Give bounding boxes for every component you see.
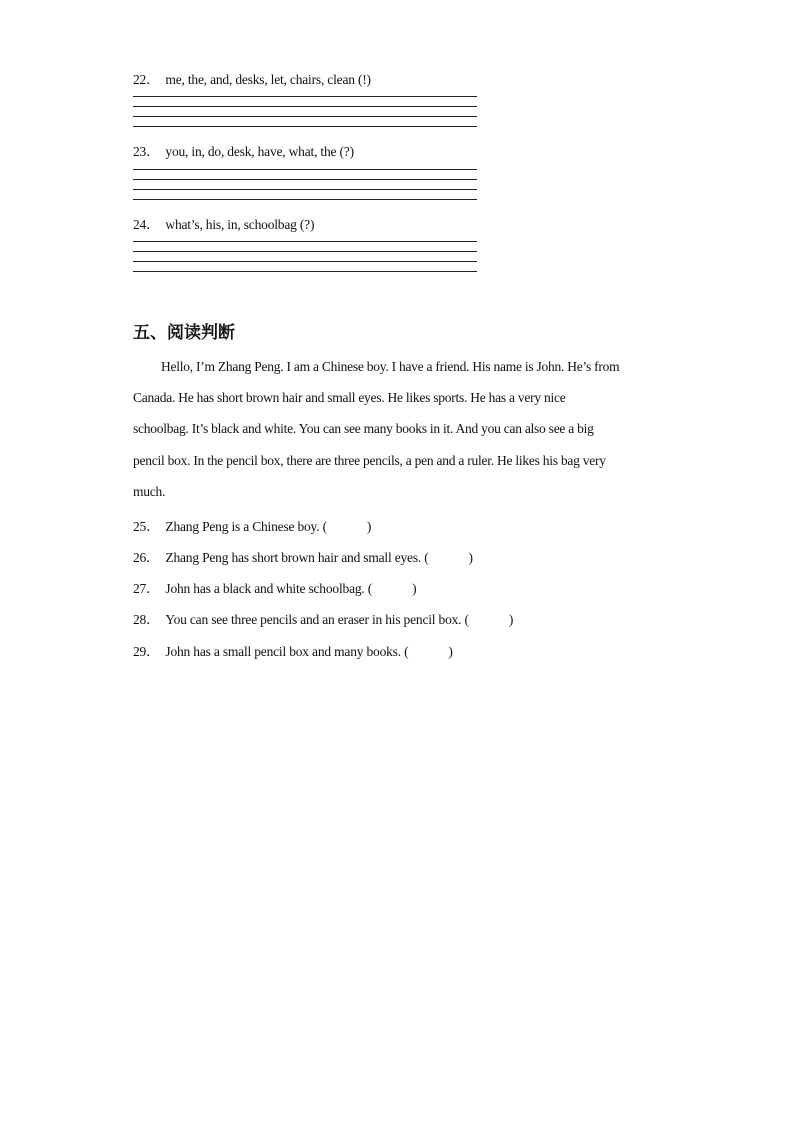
answer-line <box>133 271 477 272</box>
answer-line <box>133 106 477 107</box>
passage-line: much. <box>133 483 166 499</box>
close-paren: ) <box>366 519 372 534</box>
question-27[interactable] <box>133 577 416 597</box>
question-26[interactable] <box>133 546 473 566</box>
answer-line <box>133 241 477 242</box>
close-paren: ) <box>448 644 453 659</box>
question-29[interactable] <box>133 640 453 660</box>
answer-line <box>133 116 477 117</box>
question-number: 26． <box>133 550 160 565</box>
question-text: John has a small pencil box and many books. ( <box>165 644 409 659</box>
passage-line: Hello, I’m Zhang Peng. I am a Chinese boy. I have a friend. His name is John. He’s from <box>161 359 620 374</box>
question-text: John has a black and white schoolbag. ( <box>165 581 373 596</box>
answer-line <box>133 169 477 170</box>
close-paren: ) <box>412 581 417 596</box>
question-number: 27． <box>133 581 160 596</box>
passage-line: schoolbag. It’s black and white. You can see many books in it. And you can also see a big <box>133 421 594 437</box>
question-text: You can see three pencils and an eraser in his pencil box. ( <box>165 612 469 627</box>
question-25[interactable] <box>133 515 371 535</box>
passage-line: Canada. He has short brown hair and small eyes. He likes sports. He has a very nice <box>133 390 566 406</box>
reading-passage <box>133 351 673 507</box>
answer-line <box>133 189 477 190</box>
question-24 <box>133 213 314 233</box>
question-text: me, the, and, desks, let, chairs, clean (!) <box>165 72 371 87</box>
question-23 <box>133 140 354 160</box>
close-paren: ) <box>468 550 473 565</box>
question-number: 28． <box>133 612 160 627</box>
question-28[interactable] <box>133 608 513 628</box>
passage-line: pencil box. In the pencil box, there are three pencils, a pen and a ruler. He likes his bag very <box>133 452 606 468</box>
close-paren: ) <box>508 612 514 627</box>
answer-line <box>133 96 477 97</box>
question-text: what’s, his, in, schoolbag (?) <box>165 217 315 232</box>
question-text: Zhang Peng is a Chinese boy. ( <box>165 519 327 534</box>
answer-line <box>133 199 477 200</box>
section-title: 五、阅读判断 <box>133 323 235 343</box>
question-number: 22． <box>133 72 160 87</box>
question-text: Zhang Peng has short brown hair and small eyes. ( <box>165 550 429 565</box>
answer-line <box>133 251 477 252</box>
answer-line <box>133 126 477 127</box>
answer-line <box>133 179 477 180</box>
question-number: 23． <box>133 144 160 159</box>
question-number: 24． <box>133 217 160 232</box>
question-text: you, in, do, desk, have, what, the (?) <box>165 144 354 159</box>
question-number: 29． <box>133 644 160 659</box>
question-number: 25． <box>133 519 160 534</box>
answer-line <box>133 261 477 262</box>
question-22 <box>133 68 371 88</box>
